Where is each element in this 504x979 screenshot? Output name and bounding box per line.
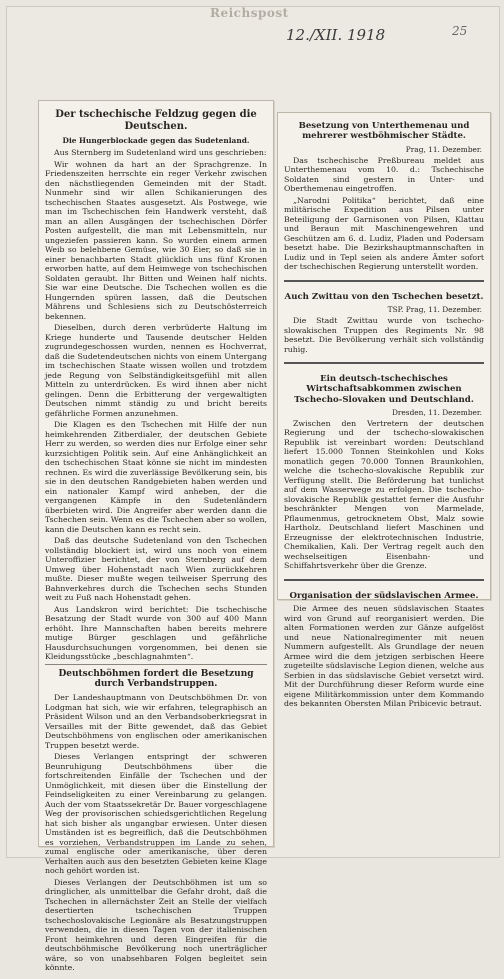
right-paragraph: „Narodni Politika“ berichtet, daß eine militärische Expedition aus Pilsen unter Beteiligung der Garnisonen von Pilsen, Klattau und Beraun mit Maschinengewehren und Geschützen am 6. d. Ludiz, Pladen und Podersam besetzt habe. Die Bezirkshauptmannschaften in Ludiz und in Tepl seien als andere Ämter sofort der tschechischen Regierung unterstellt worden. [284,195,484,272]
right-paragraph: Zwischen den Vertretern der deutschen Regierung und der tschecho-slowakischen Republik ist vereinbart worden: Deutschland liefert 15.000 Tonnen Steinkohlen und Koks monatlich gegen 70.000 Tonnen Braunkohlen, welche die tschecho-slovakische Republik zur Verfügung stellt. Die Beförderung hat tunlichst auf dem Wasserwege zu erfolgen. Die tschecho-slovakische Republik gestattet ferner die Ausfuhr beschränkter Mengen von Marmelade, Pflaumenmus, getrocknetem Obst, Malz sowie Hartholz. Deutschland liefert Maschinen und Erzeugnisse der elektrotechnischen Industrie, Chemikalien, Kali. Der Vertrag regelt auch den wechselseitigen Eisenbahn- und Schiffahrtsverkehr über die Grenze. [284,418,484,571]
right-article-2-title: Auch Zwittau von den Tschechen besetzt. [284,291,484,302]
left-article-title: Der tschechische Feldzug gegen die Deutschen. [55,109,257,132]
divider [284,579,484,581]
left-paragraph: Die Klagen es den Tschechen mit Hilfe der nun heimkehrenden Zitberdialer, der deutschen Gebiete Herr zu werden, so werden dies nur Erfolge einer sehr kurzsichtigen Politik sein. Auf eine Anhänglichkeit an den tschechischen Staat könne sie nicht im mindesten rechnen. Es wird die zuverlässige Bevölkerung sein, bis sie in den deutschen Randgebieten haben werden und ein nationaler Kampf wird anheben, der die vergangenen Kämpfe in den Sudetenländern überbieten wird. Die Angreifer aber werden dann die Tschechen sein. Wenn es die Tschechen aber so wollen, kann die Deutschen kann es recht sein. [45,420,267,534]
section-divider [45,664,267,665]
right-article-3-dateline: Dresden, 11. Dezember. [391,407,482,417]
second-paragraph: Der Landeshauptmann von Deutschböhmen Dr. von Lodgman hat sich, wie wir erfahren, telegraphisch an Präsident Wilson und an den Verbandsoberkriegsrat in Versailles mit der Bitte gewendet, daß das Gebiet Deutschböhmens von englischen oder amerikanischen Truppen besetzt werde. [45,693,267,750]
right-article-1-title: Besetzung von Unterthemenau und mehrerer westböhmischer Städte. [298,121,470,142]
left-article-dateline: Aus Sternberg im Sudetenland wird uns geschrieben: [54,148,267,158]
newspaper-stamp: Reichspost [210,6,289,20]
right-article-1-dateline: Prag, 11. Dezember. [405,144,482,154]
second-paragraph: Dieses Verlangen der Deutschböhmen ist um so dringlicher, als unmittelbar die Gefahr droht, daß die Tschechen in allernächster Zeit an Stelle der vielfach desertierten tschechischen Truppen tschechoslovakische Legionäre als Besatzungstruppen verwenden, die in diesen Tagen von der italienischen Front heimkehren und deren Eingreifen für die deutschböhmische Bevölkerung noch unerträglicher wäre, so von unabsehbaren Folgen begleitet sein könnte. [45,877,267,973]
right-paragraph: Die Armee des neuen südslavischen Staates wird von Grund auf reorganisiert werden. Die alten Formationen werden zur Gänze aufgelöst und neue Nationalregimenter mit neuen Nummern aufgestellt. Als Grundlage der neuen Armee wird die dem jetzigen serbischen Heere zugeteilte südslavische Legion dienen, welche aus Serbien in das südslavische Gebiet versetzt wird. Mit der Durchführung dieser Reform wurde eine eigene Militärkommission unter dem Kommando des bekannten Obersten Milan Pribicevic betraut. [284,604,484,709]
right-clipping [277,112,491,709]
right-paragraph: Das tschechische Preßbureau meldet aus Unterthemenau vom 10. d.: Tschechische Soldaten sind gestern in Unter- und Oberthemenau eingetroffen. [284,155,484,194]
right-article-4-title: Organisation der südslavischen Armee. [289,590,479,601]
right-article-3-title: Ein deutsch-tschechisches Wirtschaftsabkommen zwischen Tschecho-Slovaken und Deutschland. [294,374,474,405]
second-paragraph: Dieses Verlangen entspringt der schweren Beunruhigung Deutschböhmens über die fortschreitenden Einfälle der Tschechen und der Unmöglichkeit, mit diesen über die Einstellung der Feindseligkeiten zu einer Vereinbarung zu gelangen. Auch der vom Staatssekretär Dr. Bauer vorgeschlagene Weg der provisorischen schiedsgerichtlichen Regelung hat sich bisher als ungangbar erwiesen. Unter diesen Umständen ist es begreiflich, daß die Deutschböhmen es vorziehen, Verbandstruppen im Lande zu sehen, zumal englische oder amerikanische, über deren Verhalten auch aus den besetzten Gebieten keine Klage noch gehört worden ist. [45,752,267,876]
divider [284,280,484,282]
left-paragraph: Wir wohnen da hart an der Sprachgrenze. In Friedenszeiten herrschte ein reger Verkehr zwischen den nächstliegenden Gemeinden mit der Stadt. Nunmehr sind wir allen Schikanierungen des tschechischen Staates ausgesetzt. Als Postwege, wie man im Tschechischen fein Handwerk versteht, daß man an allen Ausgängen der tschechischen Dörfer Posten aufgestellt, die man mit Lebensmitteln, nur ungeziefen passieren kann. So wurden einem armen Weib so belehbene Gemüse, wie 30 Eier, so daß sie in einer benachbarten Stadt glücklich uns fünf Kronen erworben hatte, auf dem Heimwege von tschechischen Soldaten geraubt. Ihr Bitten und Weinen half nichts. Sie war eine Deutsche. Die Tschechen wollen es die Hungernden spüren lassen, daß die Deutschen Mährens und Schlesiens sich zu Deutschösterreich bekennen. [45,159,267,321]
left-clipping [38,100,274,973]
divider [284,362,484,364]
left-paragraph: Aus Landskron wird berichtet: Die tschechische Besatzung der Stadt wurde von 300 auf 400 Mann erhöht. Ihre Mannschaften haben bereits mehrere mutige Bürger geschlagen und gefährliche Hausdurchsuchungen vorgenommen, bei denen sie Kleidungsstücke „beschlagnahmten“. [45,604,267,662]
right-paragraph: Die Stadt Zwittau wurde von tschecho-slowakischen Truppen des Regiments Nr. 98 besetzt. Die Bevölkerung verhält sich vollständig ruhig. [284,316,484,354]
handwritten-date: 12./XII. 1918 [286,26,386,44]
second-article-title: Deutschböhmen fordert die Besetzung durch Verbandstruppen. [58,668,254,690]
left-paragraph: Daß das deutsche Sudetenland von den Tschechen vollständig blockiert ist, wird uns noch von einem Unteroffizier berichtet, der von Sternberg auf dem Umweg über Hohenstadt nach Wien zurückkehren mußte. Dieser mußte wegen teilweiser Sperrung des Bahnverkehres durch die Tschechen sechs Stunden weit zu Fuß nach Hohenstadt gehen. [45,536,267,603]
right-article-2-dateline: TSP. Prag, 11. Dezember. [387,304,482,314]
handwritten-number: 25 [452,24,468,38]
left-article-subtitle: Die Hungerblockade gegen das Sudetenland. [62,136,250,145]
left-paragraph: Dieselben, durch deren verbrüderte Haltung im Kriege hunderte und Tausende deutscher Helden zugrundegeschossen wurden, nennen es Hochverrat, daß die Sudetendeutschen nichts von einem Untergang im tschechischen Staate wissen wollen und trotzdem jede Regung von Selbständigkeitsgefühl mit allen Mitteln zu unterdrücken. Es wird ihnen aber nicht gelingen. Denn die Erbitterung der vergewaltigten Deutschen nimmt ständig zu und bricht bereits gefährliche Formen anzunehmen. [45,323,267,418]
